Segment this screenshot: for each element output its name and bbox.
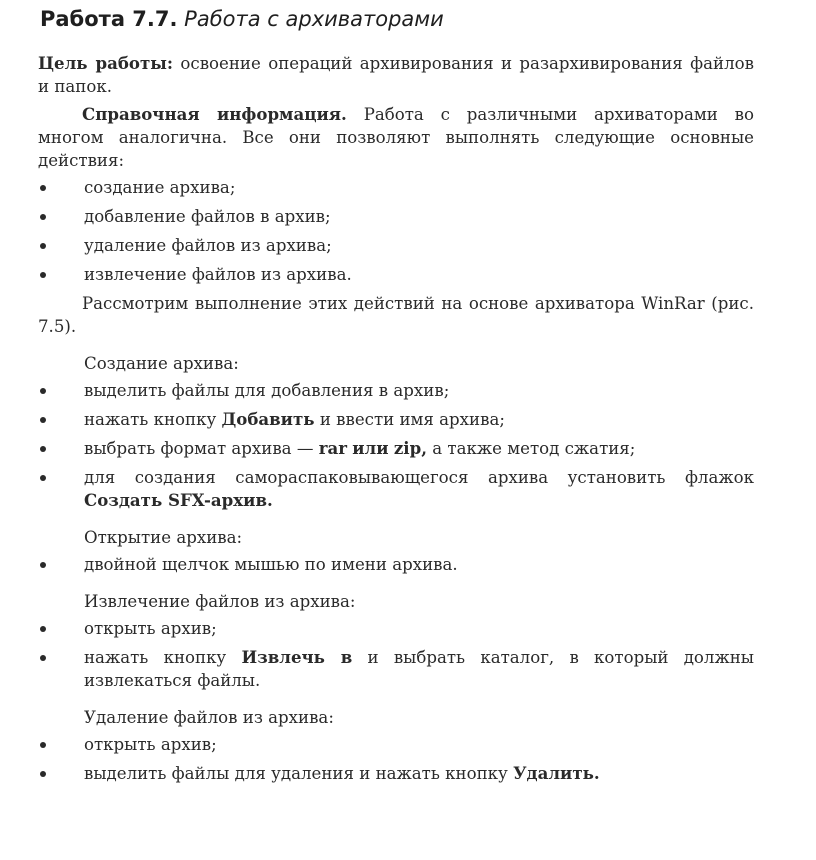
extract-files-title: Извлечение файлов из архива: bbox=[84, 592, 356, 611]
add-button-name: Добавить bbox=[221, 409, 315, 429]
bullet-icon bbox=[40, 475, 46, 481]
reference-text: Работа с различными архиваторами во многом аналогична. Все они позволяют выполнять следующие основные действия: bbox=[38, 105, 755, 170]
winrar-paragraph: Рассмотрим выполнение этих действий на основе архиватора WinRar (рис. 7.5). bbox=[38, 294, 754, 336]
heading-number: Работа 7.7. bbox=[40, 7, 178, 31]
delete-button-name: Удалить. bbox=[513, 763, 600, 783]
list-item: создание архива; bbox=[38, 176, 754, 199]
list-item: открыть архив; bbox=[38, 733, 754, 756]
goal-paragraph bbox=[38, 52, 754, 98]
list-item: выделить файлы для добавления в архив; bbox=[38, 379, 754, 402]
reference-paragraph bbox=[38, 103, 754, 172]
extract-files-list bbox=[38, 617, 754, 692]
heading-title: Работа с архиваторами bbox=[184, 7, 444, 31]
list-item: нажать кнопку Добавить и ввести имя архива; bbox=[38, 408, 754, 431]
extract-button-name: Извлечь в bbox=[241, 647, 353, 667]
create-archive-list bbox=[38, 379, 754, 512]
format-zip: zip, bbox=[393, 438, 427, 458]
list-item: выбрать формат архива — rar или zip, а также метод сжатия; bbox=[38, 437, 754, 460]
reference-label: Справочная информация. bbox=[82, 104, 347, 124]
actions-list bbox=[38, 176, 754, 286]
sfx-checkbox-name: Создать SFX-архив. bbox=[84, 490, 273, 510]
goal-text: освоение операций архивирования и разархивирования файлов и папок. bbox=[38, 54, 754, 96]
bullet-icon bbox=[40, 185, 46, 191]
delete-files-title: Удаление файлов из архива: bbox=[84, 708, 334, 727]
list-item: открыть архив; bbox=[38, 617, 754, 640]
delete-files-list bbox=[38, 733, 754, 785]
bullet-icon bbox=[40, 742, 46, 748]
bullet-icon bbox=[40, 417, 46, 423]
list-item: двойной щелчок мышью по имени архива. bbox=[38, 553, 754, 576]
bullet-icon bbox=[40, 446, 46, 452]
list-item: извлечение файлов из архива. bbox=[38, 263, 754, 286]
goal-label: Цель работы: bbox=[38, 53, 173, 73]
list-item: добавление файлов в архив; bbox=[38, 205, 754, 228]
bullet-icon bbox=[40, 655, 46, 661]
open-archive-title: Открытие архива: bbox=[84, 528, 243, 547]
open-archive-list bbox=[38, 553, 754, 576]
document-page bbox=[38, 4, 754, 791]
list-item: удаление файлов из архива; bbox=[38, 234, 754, 257]
bullet-icon bbox=[40, 272, 46, 278]
list-item: нажать кнопку Извлечь в и выбрать каталог, в который должны извлекаться файлы. bbox=[38, 646, 754, 692]
bullet-icon bbox=[40, 388, 46, 394]
bullet-icon bbox=[40, 626, 46, 632]
bullet-icon bbox=[40, 214, 46, 220]
list-item: для создания самораспаковывающегося архива установить флажок Создать SFX-архив. bbox=[38, 466, 754, 512]
format-rar: rar bbox=[318, 438, 347, 458]
create-archive-title: Создание архива: bbox=[84, 354, 239, 373]
list-item: выделить файлы для удаления и нажать кнопку Удалить. bbox=[38, 762, 754, 785]
bullet-icon bbox=[40, 771, 46, 777]
bullet-icon bbox=[40, 562, 46, 568]
bullet-icon bbox=[40, 243, 46, 249]
section-heading bbox=[40, 4, 754, 34]
